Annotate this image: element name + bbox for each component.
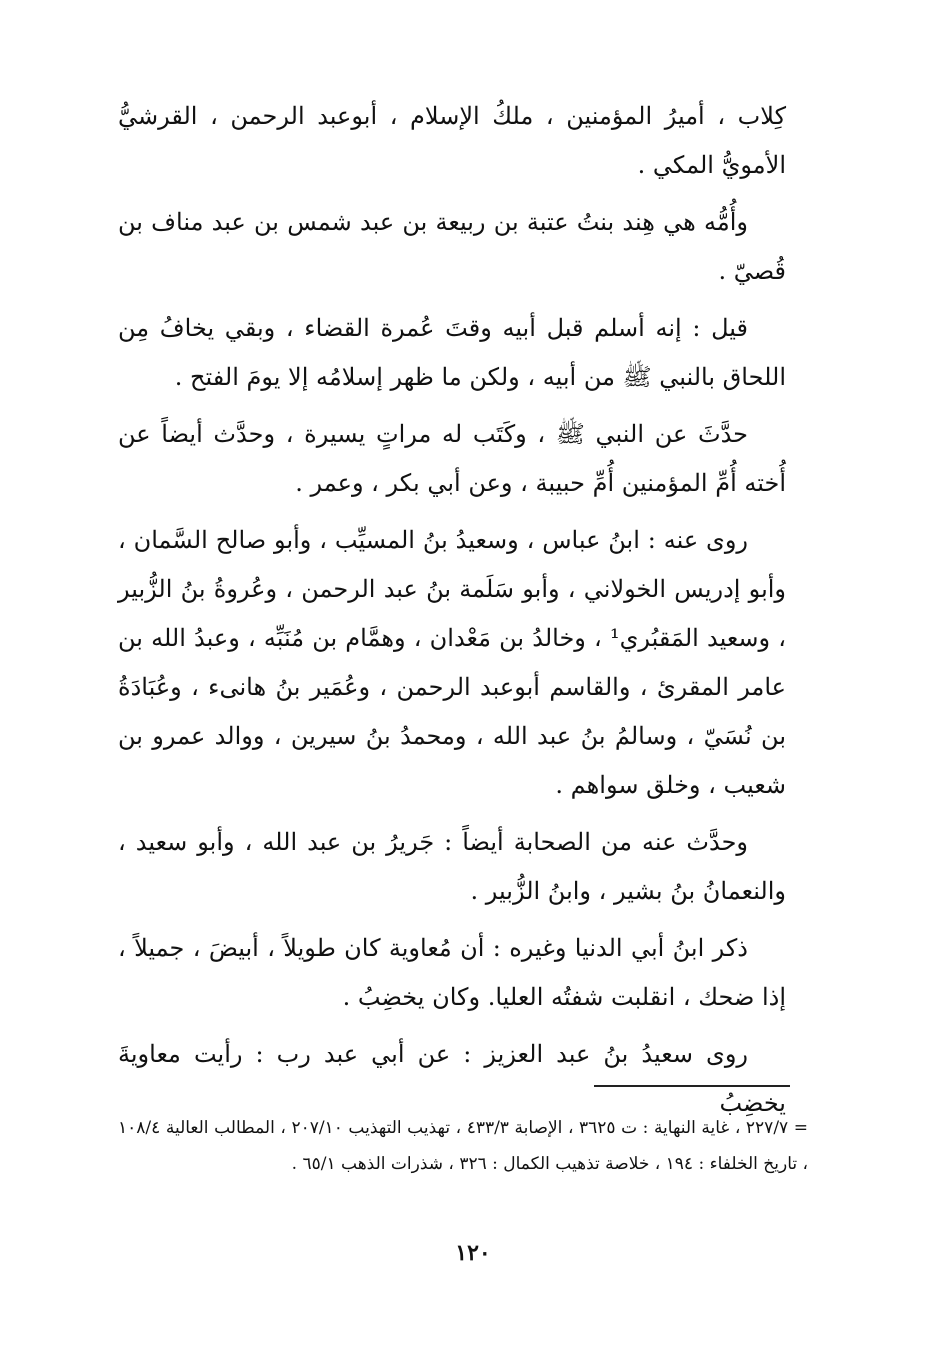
footnote-references: = ٢٢٧/٧ ، غاية النهاية : ت ٣٦٢٥ ، الإصابة ٤٣٣/٣ ، تهذيب التهذيب ٢٠٧/١٠ ، المطالب العالية ١٠٨/٤ ، تاريخ الخلفاء : ١٩٤ ، خلاصة تذهيب الكمال : ٣٢٦ ، شذرات الذهب ٦٥/١ . bbox=[118, 1118, 808, 1174]
paragraph-dye: روى سعيدُ بنُ عبد العزيز : عن أبي عبد رب : رأيت معاويةَ يخضِبُ bbox=[118, 1040, 786, 1117]
paragraph-companions: وحدَّث عنه من الصحابة أيضاً : جَريرُ بن عبد الله ، وأبو سعيد ، والنعمانُ بنُ بشير ، وابنُ الزُّبير . bbox=[118, 828, 786, 905]
paragraph-narration: حدَّثَ عن النبي ﷺ ، وكَتَب له مراتٍ يسيرة ، وحدَّث أيضاً عن أُخته أُمِّ المؤمنين أُمِّ حبيبة ، وعن أبي بكر ، وعمر . bbox=[118, 420, 786, 497]
paragraph-narrators: روى عنه : ابنُ عباس ، وسعيدُ بنُ المسيِّب ، وأبو صالح السَّمان ، وأبو إدريس الخولاني ، وأبو سَلَمة بنُ عبد الرحمن ، وعُروةُ بنُ الزُّبير ، وسعيد المَقبُري¹ ، وخالدُ بن مَعْدان ، وهمَّام بن مُنَبِّه ، وعبدُ الله بن عامر المقرئ ، والقاسم أبوعبد الرحمن ، وعُمَير بنُ هانىء ، وعُبَادَةُ بن نُسَيّ ، وسالمُ بنُ عبد الله ، ومحمدُ بنُ سيرين ، ووالد عمرو بن شعيب ، وخلق سواهم . bbox=[118, 526, 786, 799]
paragraph-mother: وأُمُّه هي هِند بنتُ عتبة بن ربيعة بن عبد شمس بن عبد مناف بن قُصيّ . bbox=[118, 208, 786, 285]
page-number: ١٢٠ bbox=[455, 1240, 491, 1266]
paragraph-conversion: قيل : إنه أسلم قبل أبيه وقتَ عُمرة القضاء ، وبقي يخافُ مِن اللحاق بالنبي ﷺ من أبيه ، ولكن ما ظهر إسلامُه إلا يومَ الفتح . bbox=[118, 314, 786, 391]
paragraph-continuation: كِلاب ، أميرُ المؤمنين ، ملكُ الإسلام ، أبوعبد الرحمن ، القرشيُّ الأمويُّ المكي . bbox=[118, 102, 786, 179]
footnote-divider bbox=[594, 1085, 790, 1087]
paragraph-description: ذكر ابنُ أبي الدنيا وغيره : أن مُعاوية كان طويلاً ، أبيضَ ، جميلاً ، إذا ضحك ، انقلبت شفتُه العليا. وكان يخضِبُ . bbox=[118, 934, 786, 1011]
main-text bbox=[118, 92, 786, 1136]
